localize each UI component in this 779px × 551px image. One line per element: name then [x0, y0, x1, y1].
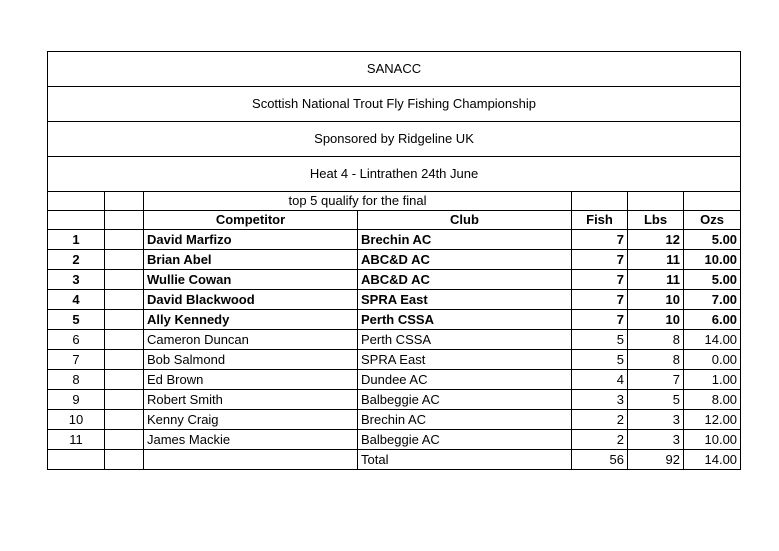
col-competitor: Competitor [144, 211, 358, 230]
weight-ozs: 12.00 [684, 410, 741, 430]
weight-lbs: 5 [628, 390, 684, 410]
table-row [48, 230, 741, 250]
weight-lbs: 11 [628, 270, 684, 290]
fish-count: 3 [572, 390, 628, 410]
competitor-name: Wullie Cowan [144, 270, 358, 290]
empty-cell [105, 310, 144, 330]
total-lbs: 92 [628, 450, 684, 470]
weight-ozs: 0.00 [684, 350, 741, 370]
competitor-name: Kenny Craig [144, 410, 358, 430]
table-row [48, 250, 741, 270]
weight-ozs: 6.00 [684, 310, 741, 330]
competitor-name: Bob Salmond [144, 350, 358, 370]
weight-lbs: 7 [628, 370, 684, 390]
club-name: ABC&D AC [358, 250, 572, 270]
position-cell: 2 [48, 250, 105, 270]
weight-lbs: 10 [628, 290, 684, 310]
club-name: Brechin AC [358, 410, 572, 430]
weight-ozs: 1.00 [684, 370, 741, 390]
col-club: Club [358, 211, 572, 230]
results-table [47, 51, 741, 470]
empty-cell [572, 192, 628, 211]
club-name: SPRA East [358, 350, 572, 370]
weight-ozs: 8.00 [684, 390, 741, 410]
club-name: Balbeggie AC [358, 430, 572, 450]
empty-cell [144, 450, 358, 470]
weight-lbs: 12 [628, 230, 684, 250]
competitor-name: Ally Kennedy [144, 310, 358, 330]
position-cell: 11 [48, 430, 105, 450]
empty-cell [684, 192, 741, 211]
total-row [48, 450, 741, 470]
empty-cell [105, 410, 144, 430]
table-row [48, 270, 741, 290]
weight-lbs: 8 [628, 330, 684, 350]
empty-cell [48, 192, 105, 211]
empty-cell [105, 370, 144, 390]
position-cell: 4 [48, 290, 105, 310]
empty-cell [105, 430, 144, 450]
empty-cell [105, 290, 144, 310]
competitor-name: David Blackwood [144, 290, 358, 310]
weight-ozs: 7.00 [684, 290, 741, 310]
weight-ozs: 5.00 [684, 230, 741, 250]
competitor-name: Brian Abel [144, 250, 358, 270]
total-ozs: 14.00 [684, 450, 741, 470]
empty-cell [105, 350, 144, 370]
club-name: SPRA East [358, 290, 572, 310]
fish-count: 2 [572, 410, 628, 430]
empty-cell [48, 211, 105, 230]
position-cell: 7 [48, 350, 105, 370]
competitor-name: David Marfizo [144, 230, 358, 250]
position-cell: 3 [48, 270, 105, 290]
fish-count: 7 [572, 250, 628, 270]
weight-ozs: 5.00 [684, 270, 741, 290]
table-row [48, 350, 741, 370]
fish-count: 7 [572, 290, 628, 310]
empty-cell [105, 330, 144, 350]
empty-cell [105, 192, 144, 211]
table-row [48, 390, 741, 410]
club-name: Perth CSSA [358, 330, 572, 350]
competitor-name: Robert Smith [144, 390, 358, 410]
weight-lbs: 3 [628, 430, 684, 450]
club-name: ABC&D AC [358, 270, 572, 290]
empty-cell [105, 270, 144, 290]
club-name: Brechin AC [358, 230, 572, 250]
fish-count: 7 [572, 310, 628, 330]
col-fish: Fish [572, 211, 628, 230]
club-name: Dundee AC [358, 370, 572, 390]
weight-lbs: 11 [628, 250, 684, 270]
position-cell: 5 [48, 310, 105, 330]
position-cell: 8 [48, 370, 105, 390]
competitor-name: Cameron Duncan [144, 330, 358, 350]
col-lbs: Lbs [628, 211, 684, 230]
weight-lbs: 8 [628, 350, 684, 370]
weight-ozs: 10.00 [684, 430, 741, 450]
total-fish: 56 [572, 450, 628, 470]
table-row [48, 310, 741, 330]
club-name: Perth CSSA [358, 310, 572, 330]
empty-cell [105, 230, 144, 250]
col-ozs: Ozs [684, 211, 741, 230]
weight-ozs: 10.00 [684, 250, 741, 270]
fish-count: 5 [572, 350, 628, 370]
club-name: Balbeggie AC [358, 390, 572, 410]
empty-cell [105, 250, 144, 270]
table-row [48, 430, 741, 450]
table-row [48, 410, 741, 430]
fish-count: 7 [572, 230, 628, 250]
position-cell: 10 [48, 410, 105, 430]
table-row [48, 330, 741, 350]
table-row [48, 370, 741, 390]
empty-cell [48, 450, 105, 470]
empty-cell [105, 390, 144, 410]
championship-title: Scottish National Trout Fly Fishing Championship [48, 87, 741, 122]
weight-ozs: 14.00 [684, 330, 741, 350]
weight-lbs: 3 [628, 410, 684, 430]
total-label: Total [358, 450, 572, 470]
org-title: SANACC [48, 52, 741, 87]
fish-count: 4 [572, 370, 628, 390]
weight-lbs: 10 [628, 310, 684, 330]
empty-cell [628, 192, 684, 211]
heat-title: Heat 4 - Lintrathen 24th June [48, 157, 741, 192]
position-cell: 9 [48, 390, 105, 410]
fish-count: 2 [572, 430, 628, 450]
column-header-row [48, 211, 741, 230]
fish-count: 5 [572, 330, 628, 350]
fish-count: 7 [572, 270, 628, 290]
empty-cell [105, 450, 144, 470]
competitor-name: James Mackie [144, 430, 358, 450]
sponsor-line: Sponsored by Ridgeline UK [48, 122, 741, 157]
competitor-name: Ed Brown [144, 370, 358, 390]
position-cell: 1 [48, 230, 105, 250]
qualify-note: top 5 qualify for the final [144, 192, 572, 211]
table-row [48, 290, 741, 310]
empty-cell [105, 211, 144, 230]
position-cell: 6 [48, 330, 105, 350]
